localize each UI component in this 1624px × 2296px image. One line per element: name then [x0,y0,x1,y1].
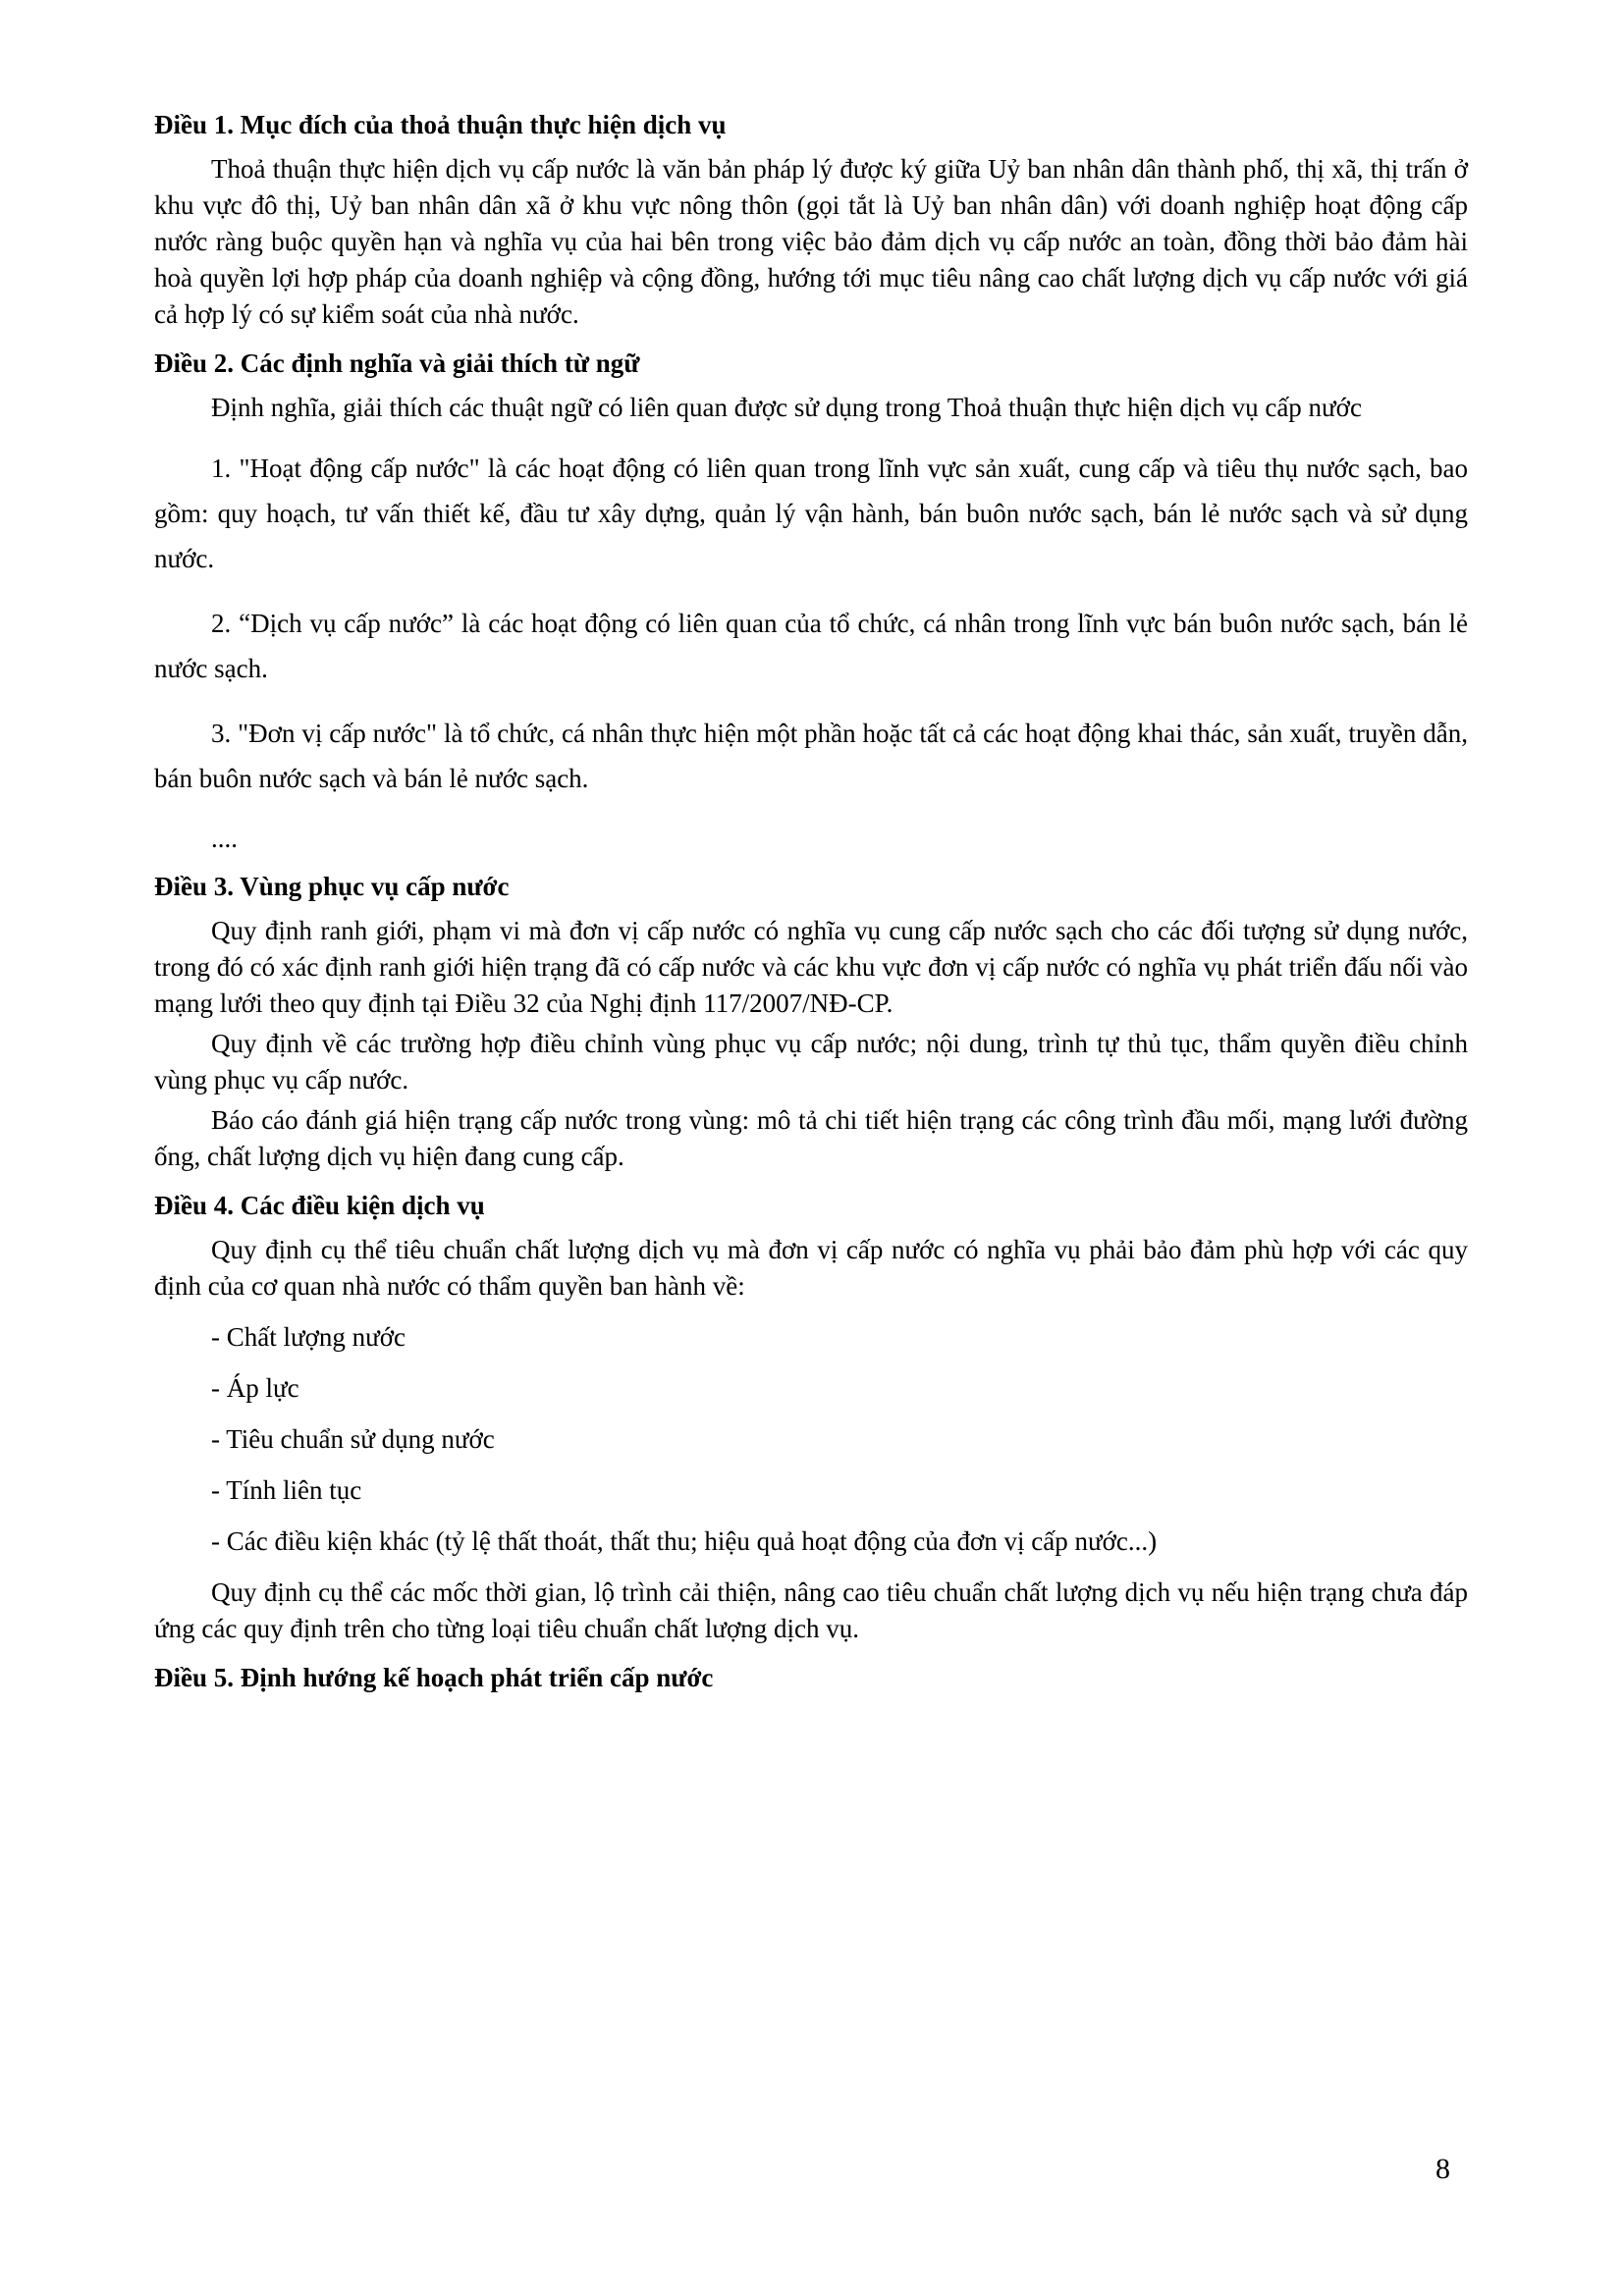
document-content [154,106,1468,1704]
article-2-heading: Điều 2. Các định nghĩa và giải thích từ ngữ [154,348,640,378]
dash-item-3: - Tiêu chuẩn sử dụng nước [211,1424,495,1454]
numbered-item-2: 2. “Dịch vụ cấp nước” là các hoạt động có liên quan của tổ chức, cá nhân trong lĩnh vực bán buôn nước sạch, bán lẻ nước sạch. [154,609,1468,683]
article-4-heading: Điều 4. Các điều kiện dịch vụ [154,1191,485,1220]
article-4-paragraph-2: Quy định cụ thể các mốc thời gian, lộ trình cải thiện, nâng cao tiêu chuẩn chất lượng dịch vụ nếu hiện trạng chưa đáp ứng các quy định trên cho từng loại tiêu chuẩn chất lượng dịch vụ. [154,1577,1468,1643]
article-3-paragraph-2: Quy định về các trường hợp điều chỉnh vùng phục vụ cấp nước; nội dung, trình tự thủ tục, thẩm quyền điều chỉnh vùng phục vụ cấp nước. [154,1029,1468,1095]
dash-item-2: - Áp lực [211,1373,299,1403]
article-1-paragraph: Thoả thuận thực hiện dịch vụ cấp nước là văn bản pháp lý được ký giữa Uỷ ban nhân dân thành phố, thị xã, thị trấn ở khu vực đô thị, Uỷ ban nhân dân xã ở khu vực nông thôn (gọi tắt là Uỷ ban nhân dân) với doanh nghiệp hoạt động cấp nước ràng buộc quyền hạn và nghĩa vụ của hai bên trong việc bảo đảm dịch vụ cấp nước an toàn, đồng thời bảo đảm hài hoà quyền lợi hợp pháp của doanh nghiệp và cộng đồng, hướng tới mục tiêu nâng cao chất lượng dịch vụ cấp nước với giá cả hợp lý có sự kiểm soát của nhà nước. [154,154,1468,329]
article-2-paragraph: Định nghĩa, giải thích các thuật ngữ có liên quan được sử dụng trong Thoả thuận thực hiện dịch vụ cấp nước [211,393,1362,422]
article-5-heading: Điều 5. Định hướng kế hoạch phát triển cấp nước [154,1663,714,1692]
dash-item-5: - Các điều kiện khác (tỷ lệ thất thoát, thất thu; hiệu quả hoạt động của đơn vị cấp nước...) [211,1526,1158,1556]
numbered-item-3: 3. "Đơn vị cấp nước" là tổ chức, cá nhân thực hiện một phần hoặc tất cả các hoạt động khai thác, sản xuất, truyền dẫn, bán buôn nước sạch và bán lẻ nước sạch. [154,719,1468,793]
article-3-heading: Điều 3. Vùng phục vụ cấp nước [154,872,510,901]
article-1-heading: Điều 1. Mục đích của thoả thuận thực hiện dịch vụ [154,110,727,139]
page-number: 8 [1435,2153,1450,2185]
article-4-paragraph-1: Quy định cụ thể tiêu chuẩn chất lượng dịch vụ mà đơn vị cấp nước có nghĩa vụ phải bảo đảm phù hợp với các quy định của cơ quan nhà nước có thẩm quyền ban hành về: [154,1235,1468,1301]
ellipsis-line: .... [211,824,238,853]
article-3-paragraph-1: Quy định ranh giới, phạm vi mà đơn vị cấp nước có nghĩa vụ cung cấp nước sạch cho các đối tượng sử dụng nước, trong đó có xác định ranh giới hiện trạng đã có cấp nước và các khu vực đơn vị cấp nước có nghĩa vụ phát triển đấu nối vào mạng lưới theo quy định tại Điều 32 của Nghị định 117/2007/NĐ-CP. [154,916,1468,1018]
numbered-item-1: 1. "Hoạt động cấp nước" là các hoạt động có liên quan trong lĩnh vực sản xuất, cung cấp và tiêu thụ nước sạch, bao gồm: quy hoạch, tư vấn thiết kế, đầu tư xây dựng, quản lý vận hành, bán buôn nước sạch, bán lẻ nước sạch và sử dụng nước. [154,454,1468,573]
dash-item-4: - Tính liên tục [211,1475,362,1505]
article-3-paragraph-3: Báo cáo đánh giá hiện trạng cấp nước trong vùng: mô tả chi tiết hiện trạng các công trình đầu mối, mạng lưới đường ống, chất lượng dịch vụ hiện đang cung cấp. [154,1105,1468,1171]
dash-item-1: - Chất lượng nước [211,1322,406,1352]
